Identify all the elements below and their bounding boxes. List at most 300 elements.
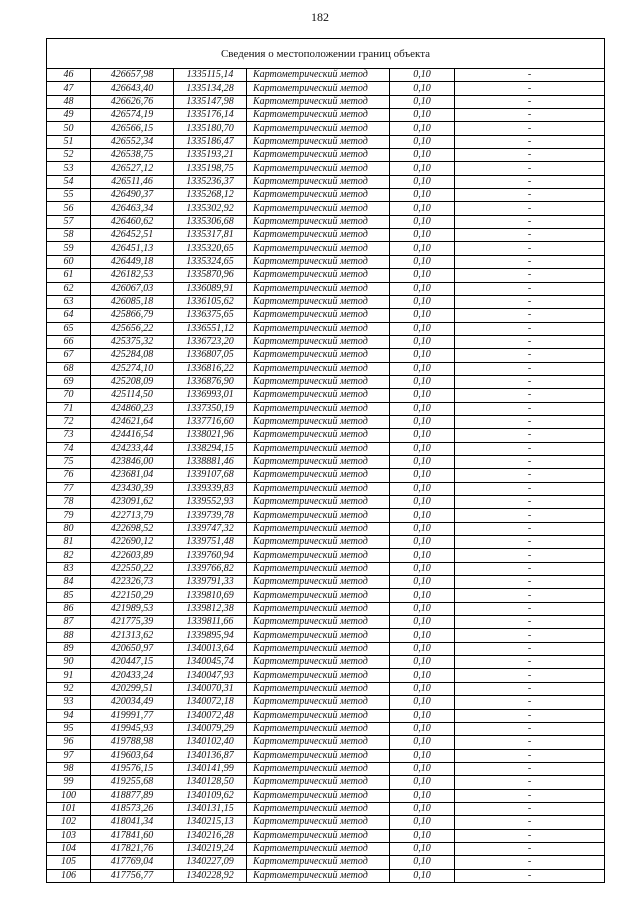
point-number-cell: 80 (47, 522, 91, 535)
point-number-cell: 57 (47, 215, 91, 228)
accuracy-cell: 0,10 (390, 162, 455, 175)
point-number-cell: 56 (47, 202, 91, 215)
table-row (47, 696, 605, 709)
point-number-cell: 99 (47, 776, 91, 789)
x-coordinate-cell: 425208,09 (91, 375, 174, 388)
x-coordinate-cell: 426538,75 (91, 149, 174, 162)
method-cell: Картометрический метод (247, 616, 390, 629)
table-row (47, 362, 605, 375)
table-row (47, 629, 605, 642)
x-coordinate-cell: 423846,00 (91, 455, 174, 468)
accuracy-cell: 0,10 (390, 616, 455, 629)
point-number-cell: 62 (47, 282, 91, 295)
accuracy-cell: 0,10 (390, 722, 455, 735)
point-number-cell: 58 (47, 229, 91, 242)
table-body (47, 69, 605, 883)
x-coordinate-cell: 426449,18 (91, 255, 174, 268)
accuracy-cell: 0,10 (390, 536, 455, 549)
point-number-cell: 83 (47, 562, 91, 575)
accuracy-cell: 0,10 (390, 749, 455, 762)
method-cell: Картометрический метод (247, 469, 390, 482)
table-row (47, 469, 605, 482)
accuracy-cell: 0,10 (390, 69, 455, 82)
description-cell: - (455, 802, 605, 815)
point-number-cell: 70 (47, 389, 91, 402)
y-coordinate-cell: 1338021,96 (174, 429, 247, 442)
point-number-cell: 75 (47, 455, 91, 468)
y-coordinate-cell: 1340128,50 (174, 776, 247, 789)
point-number-cell: 93 (47, 696, 91, 709)
y-coordinate-cell: 1335198,75 (174, 162, 247, 175)
point-number-cell: 46 (47, 69, 91, 82)
y-coordinate-cell: 1335134,28 (174, 82, 247, 95)
description-cell: - (455, 842, 605, 855)
x-coordinate-cell: 420034,49 (91, 696, 174, 709)
description-cell: - (455, 95, 605, 108)
point-number-cell: 74 (47, 442, 91, 455)
y-coordinate-cell: 1340102,40 (174, 736, 247, 749)
table-row (47, 335, 605, 348)
accuracy-cell: 0,10 (390, 455, 455, 468)
method-cell: Картометрический метод (247, 362, 390, 375)
method-cell: Картометрический метод (247, 602, 390, 615)
y-coordinate-cell: 1336993,01 (174, 389, 247, 402)
method-cell: Картометрический метод (247, 229, 390, 242)
x-coordinate-cell: 421989,53 (91, 602, 174, 615)
accuracy-cell: 0,10 (390, 362, 455, 375)
table-row (47, 642, 605, 655)
x-coordinate-cell: 424416,54 (91, 429, 174, 442)
description-cell: - (455, 375, 605, 388)
method-cell: Картометрический метод (247, 549, 390, 562)
y-coordinate-cell: 1336551,12 (174, 322, 247, 335)
description-cell: - (455, 269, 605, 282)
method-cell: Картометрический метод (247, 869, 390, 882)
y-coordinate-cell: 1336816,22 (174, 362, 247, 375)
accuracy-cell: 0,10 (390, 589, 455, 602)
accuracy-cell: 0,10 (390, 496, 455, 509)
point-number-cell: 68 (47, 362, 91, 375)
y-coordinate-cell: 1335176,14 (174, 109, 247, 122)
table-row (47, 295, 605, 308)
table-row (47, 82, 605, 95)
point-number-cell: 47 (47, 82, 91, 95)
description-cell: - (455, 562, 605, 575)
point-number-cell: 91 (47, 669, 91, 682)
method-cell: Картометрический метод (247, 762, 390, 775)
table-row (47, 656, 605, 669)
y-coordinate-cell: 1340047,93 (174, 669, 247, 682)
table-row (47, 602, 605, 615)
x-coordinate-cell: 425274,10 (91, 362, 174, 375)
y-coordinate-cell: 1335115,14 (174, 69, 247, 82)
accuracy-cell: 0,10 (390, 642, 455, 655)
accuracy-cell: 0,10 (390, 789, 455, 802)
method-cell: Картометрический метод (247, 255, 390, 268)
y-coordinate-cell: 1335317,81 (174, 229, 247, 242)
x-coordinate-cell: 426451,13 (91, 242, 174, 255)
table-row (47, 269, 605, 282)
accuracy-cell: 0,10 (390, 682, 455, 695)
method-cell: Картометрический метод (247, 816, 390, 829)
method-cell: Картометрический метод (247, 669, 390, 682)
y-coordinate-cell: 1336375,65 (174, 309, 247, 322)
method-cell: Картометрический метод (247, 269, 390, 282)
description-cell: - (455, 322, 605, 335)
method-cell: Картометрический метод (247, 696, 390, 709)
table-row (47, 95, 605, 108)
description-cell: - (455, 215, 605, 228)
point-number-cell: 90 (47, 656, 91, 669)
point-number-cell: 101 (47, 802, 91, 815)
description-cell: - (455, 82, 605, 95)
x-coordinate-cell: 419603,64 (91, 749, 174, 762)
x-coordinate-cell: 422326,73 (91, 576, 174, 589)
point-number-cell: 92 (47, 682, 91, 695)
description-cell: - (455, 736, 605, 749)
y-coordinate-cell: 1335186,47 (174, 135, 247, 148)
method-cell: Картометрический метод (247, 736, 390, 749)
method-cell: Картометрический метод (247, 629, 390, 642)
point-number-cell: 64 (47, 309, 91, 322)
accuracy-cell: 0,10 (390, 415, 455, 428)
point-number-cell: 82 (47, 549, 91, 562)
method-cell: Картометрический метод (247, 656, 390, 669)
point-number-cell: 100 (47, 789, 91, 802)
x-coordinate-cell: 426657,98 (91, 69, 174, 82)
method-cell: Картометрический метод (247, 709, 390, 722)
y-coordinate-cell: 1335180,70 (174, 122, 247, 135)
method-cell: Картометрический метод (247, 335, 390, 348)
x-coordinate-cell: 421775,39 (91, 616, 174, 629)
x-coordinate-cell: 423430,39 (91, 482, 174, 495)
accuracy-cell: 0,10 (390, 109, 455, 122)
table-row (47, 856, 605, 869)
point-number-cell: 98 (47, 762, 91, 775)
accuracy-cell: 0,10 (390, 776, 455, 789)
point-number-cell: 59 (47, 242, 91, 255)
y-coordinate-cell: 1336089,91 (174, 282, 247, 295)
x-coordinate-cell: 425284,08 (91, 349, 174, 362)
description-cell: - (455, 496, 605, 509)
x-coordinate-cell: 426085,18 (91, 295, 174, 308)
table-row (47, 762, 605, 775)
description-cell: - (455, 602, 605, 615)
table-row (47, 709, 605, 722)
point-number-cell: 105 (47, 856, 91, 869)
x-coordinate-cell: 419255,68 (91, 776, 174, 789)
method-cell: Картометрический метод (247, 509, 390, 522)
x-coordinate-cell: 426452,51 (91, 229, 174, 242)
x-coordinate-cell: 422550,22 (91, 562, 174, 575)
method-cell: Картометрический метод (247, 682, 390, 695)
point-number-cell: 87 (47, 616, 91, 629)
table-row (47, 442, 605, 455)
accuracy-cell: 0,10 (390, 389, 455, 402)
x-coordinate-cell: 424621,64 (91, 415, 174, 428)
description-cell: - (455, 309, 605, 322)
description-cell: - (455, 749, 605, 762)
point-number-cell: 55 (47, 189, 91, 202)
method-cell: Картометрический метод (247, 562, 390, 575)
description-cell: - (455, 469, 605, 482)
y-coordinate-cell: 1339810,69 (174, 589, 247, 602)
y-coordinate-cell: 1336723,20 (174, 335, 247, 348)
table-row (47, 576, 605, 589)
table-row (47, 482, 605, 495)
x-coordinate-cell: 423091,62 (91, 496, 174, 509)
accuracy-cell: 0,10 (390, 842, 455, 855)
accuracy-cell: 0,10 (390, 375, 455, 388)
y-coordinate-cell: 1340227,09 (174, 856, 247, 869)
method-cell: Картометрический метод (247, 842, 390, 855)
accuracy-cell: 0,10 (390, 215, 455, 228)
accuracy-cell: 0,10 (390, 349, 455, 362)
description-cell: - (455, 536, 605, 549)
x-coordinate-cell: 426574,19 (91, 109, 174, 122)
point-number-cell: 72 (47, 415, 91, 428)
method-cell: Картометрический метод (247, 349, 390, 362)
table-row (47, 242, 605, 255)
accuracy-cell: 0,10 (390, 429, 455, 442)
accuracy-cell: 0,10 (390, 869, 455, 882)
table-row (47, 776, 605, 789)
x-coordinate-cell: 422713,79 (91, 509, 174, 522)
method-cell: Картометрический метод (247, 309, 390, 322)
point-number-cell: 103 (47, 829, 91, 842)
y-coordinate-cell: 1340109,62 (174, 789, 247, 802)
table-row (47, 749, 605, 762)
description-cell: - (455, 669, 605, 682)
point-number-cell: 69 (47, 375, 91, 388)
description-cell: - (455, 229, 605, 242)
point-number-cell: 81 (47, 536, 91, 549)
description-cell: - (455, 656, 605, 669)
page-number: 182 (311, 10, 329, 24)
accuracy-cell: 0,10 (390, 762, 455, 775)
point-number-cell: 97 (47, 749, 91, 762)
x-coordinate-cell: 418877,89 (91, 789, 174, 802)
method-cell: Картометрический метод (247, 109, 390, 122)
accuracy-cell: 0,10 (390, 82, 455, 95)
x-coordinate-cell: 425375,32 (91, 335, 174, 348)
accuracy-cell: 0,10 (390, 656, 455, 669)
y-coordinate-cell: 1335870,96 (174, 269, 247, 282)
point-number-cell: 94 (47, 709, 91, 722)
y-coordinate-cell: 1339107,68 (174, 469, 247, 482)
x-coordinate-cell: 422690,12 (91, 536, 174, 549)
accuracy-cell: 0,10 (390, 829, 455, 842)
table-row (47, 802, 605, 815)
y-coordinate-cell: 1337350,19 (174, 402, 247, 415)
table-row (47, 789, 605, 802)
x-coordinate-cell: 426460,62 (91, 215, 174, 228)
description-cell: - (455, 589, 605, 602)
accuracy-cell: 0,10 (390, 202, 455, 215)
y-coordinate-cell: 1336876,90 (174, 375, 247, 388)
x-coordinate-cell: 426511,46 (91, 175, 174, 188)
table-row (47, 215, 605, 228)
table-row (47, 589, 605, 602)
accuracy-cell: 0,10 (390, 295, 455, 308)
point-number-cell: 76 (47, 469, 91, 482)
point-number-cell: 65 (47, 322, 91, 335)
y-coordinate-cell: 1339811,66 (174, 616, 247, 629)
x-coordinate-cell: 424233,44 (91, 442, 174, 455)
method-cell: Картометрический метод (247, 82, 390, 95)
table-row (47, 109, 605, 122)
y-coordinate-cell: 1340045,74 (174, 656, 247, 669)
y-coordinate-cell: 1340216,28 (174, 829, 247, 842)
x-coordinate-cell: 425866,79 (91, 309, 174, 322)
description-cell: - (455, 642, 605, 655)
description-cell: - (455, 696, 605, 709)
description-cell: - (455, 509, 605, 522)
description-cell: - (455, 869, 605, 882)
description-cell: - (455, 335, 605, 348)
description-cell: - (455, 122, 605, 135)
method-cell: Картометрический метод (247, 776, 390, 789)
x-coordinate-cell: 418573,26 (91, 802, 174, 815)
y-coordinate-cell: 1335302,92 (174, 202, 247, 215)
description-cell: - (455, 762, 605, 775)
point-number-cell: 85 (47, 589, 91, 602)
y-coordinate-cell: 1335193,21 (174, 149, 247, 162)
x-coordinate-cell: 419945,93 (91, 722, 174, 735)
accuracy-cell: 0,10 (390, 175, 455, 188)
method-cell: Картометрический метод (247, 389, 390, 402)
table-row (47, 149, 605, 162)
method-cell: Картометрический метод (247, 202, 390, 215)
point-number-cell: 104 (47, 842, 91, 855)
accuracy-cell: 0,10 (390, 189, 455, 202)
description-cell: - (455, 415, 605, 428)
description-cell: - (455, 69, 605, 82)
y-coordinate-cell: 1335236,37 (174, 175, 247, 188)
accuracy-cell: 0,10 (390, 322, 455, 335)
accuracy-cell: 0,10 (390, 95, 455, 108)
x-coordinate-cell: 426626,76 (91, 95, 174, 108)
accuracy-cell: 0,10 (390, 335, 455, 348)
point-number-cell: 96 (47, 736, 91, 749)
y-coordinate-cell: 1335320,65 (174, 242, 247, 255)
description-cell: - (455, 162, 605, 175)
accuracy-cell: 0,10 (390, 442, 455, 455)
y-coordinate-cell: 1335324,65 (174, 255, 247, 268)
description-cell: - (455, 295, 605, 308)
y-coordinate-cell: 1340072,18 (174, 696, 247, 709)
description-cell: - (455, 362, 605, 375)
table-row (47, 496, 605, 509)
point-number-cell: 95 (47, 722, 91, 735)
y-coordinate-cell: 1336105,62 (174, 295, 247, 308)
description-cell: - (455, 402, 605, 415)
method-cell: Картометрический метод (247, 162, 390, 175)
description-cell: - (455, 789, 605, 802)
point-number-cell: 54 (47, 175, 91, 188)
description-cell: - (455, 175, 605, 188)
y-coordinate-cell: 1340079,29 (174, 722, 247, 735)
y-coordinate-cell: 1339766,82 (174, 562, 247, 575)
accuracy-cell: 0,10 (390, 709, 455, 722)
accuracy-cell: 0,10 (390, 149, 455, 162)
section-title: Сведения о местоположении границ объекта (46, 38, 605, 68)
method-cell: Картометрический метод (247, 442, 390, 455)
method-cell: Картометрический метод (247, 295, 390, 308)
description-cell: - (455, 829, 605, 842)
point-number-cell: 86 (47, 602, 91, 615)
accuracy-cell: 0,10 (390, 669, 455, 682)
table-row (47, 522, 605, 535)
x-coordinate-cell: 419991,77 (91, 709, 174, 722)
point-number-cell: 49 (47, 109, 91, 122)
y-coordinate-cell: 1335306,68 (174, 215, 247, 228)
method-cell: Картометрический метод (247, 95, 390, 108)
description-cell: - (455, 776, 605, 789)
y-coordinate-cell: 1339895,94 (174, 629, 247, 642)
y-coordinate-cell: 1340215,13 (174, 816, 247, 829)
table-row (47, 536, 605, 549)
method-cell: Картометрический метод (247, 429, 390, 442)
accuracy-cell: 0,10 (390, 522, 455, 535)
description-cell: - (455, 856, 605, 869)
x-coordinate-cell: 425656,22 (91, 322, 174, 335)
method-cell: Картометрический метод (247, 642, 390, 655)
point-number-cell: 48 (47, 95, 91, 108)
point-number-cell: 67 (47, 349, 91, 362)
y-coordinate-cell: 1340141,99 (174, 762, 247, 775)
x-coordinate-cell: 424860,23 (91, 402, 174, 415)
y-coordinate-cell: 1340072,48 (174, 709, 247, 722)
point-number-cell: 89 (47, 642, 91, 655)
method-cell: Картометрический метод (247, 522, 390, 535)
x-coordinate-cell: 426067,03 (91, 282, 174, 295)
point-number-cell: 84 (47, 576, 91, 589)
y-coordinate-cell: 1339739,78 (174, 509, 247, 522)
table-row (47, 229, 605, 242)
y-coordinate-cell: 1339552,93 (174, 496, 247, 509)
method-cell: Картометрический метод (247, 215, 390, 228)
x-coordinate-cell: 419788,98 (91, 736, 174, 749)
accuracy-cell: 0,10 (390, 602, 455, 615)
description-cell: - (455, 522, 605, 535)
method-cell: Картометрический метод (247, 322, 390, 335)
point-number-cell: 71 (47, 402, 91, 415)
description-cell: - (455, 242, 605, 255)
table-row (47, 375, 605, 388)
table-row (47, 816, 605, 829)
table-row (47, 415, 605, 428)
description-cell: - (455, 135, 605, 148)
method-cell: Картометрический метод (247, 375, 390, 388)
point-number-cell: 106 (47, 869, 91, 882)
accuracy-cell: 0,10 (390, 122, 455, 135)
x-coordinate-cell: 422150,29 (91, 589, 174, 602)
table-row (47, 562, 605, 575)
y-coordinate-cell: 1339760,94 (174, 549, 247, 562)
x-coordinate-cell: 420650,97 (91, 642, 174, 655)
point-number-cell: 77 (47, 482, 91, 495)
accuracy-cell: 0,10 (390, 736, 455, 749)
method-cell: Картометрический метод (247, 589, 390, 602)
x-coordinate-cell: 417756,77 (91, 869, 174, 882)
description-cell: - (455, 629, 605, 642)
accuracy-cell: 0,10 (390, 696, 455, 709)
method-cell: Картометрический метод (247, 175, 390, 188)
point-number-cell: 66 (47, 335, 91, 348)
method-cell: Картометрический метод (247, 829, 390, 842)
table-row (47, 682, 605, 695)
